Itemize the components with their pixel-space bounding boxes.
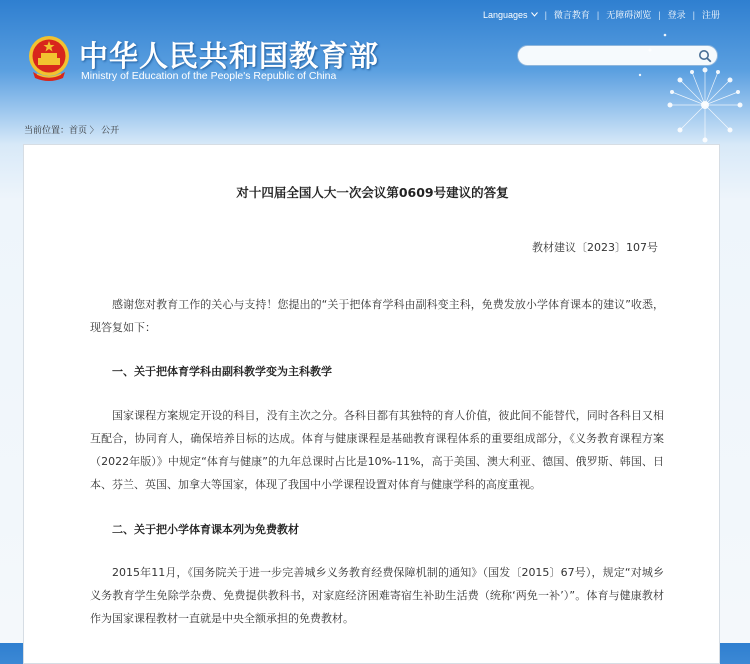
languages-label: Languages (483, 9, 528, 20)
intro-paragraph: 感谢您对教育工作的关心与支持！您提出的“关于把体育学科由副科变主科，免费发放小学体育课本的建议”收悉，现答复如下： (90, 298, 664, 334)
accessibility-link[interactable]: 无障碍浏览 (606, 10, 652, 20)
nav-separator: | (658, 9, 661, 20)
nav-separator: | (692, 9, 695, 20)
weibo-link[interactable]: 微言教育 (553, 10, 590, 20)
chevron-down-icon (531, 12, 538, 17)
national-emblem-icon[interactable] (27, 34, 71, 82)
nav-separator: | (544, 9, 547, 20)
site-header (0, 0, 750, 120)
breadcrumb-current-link[interactable]: 公开 (101, 125, 120, 135)
nav-separator: | (596, 9, 600, 20)
document-title: 对十四届全国人大一次会议第0609号建议的答复 (236, 185, 509, 200)
languages-dropdown[interactable] (483, 10, 538, 20)
register-link[interactable]: 注册 (701, 10, 720, 20)
article-container (23, 144, 720, 664)
login-link[interactable]: 登录 (667, 10, 686, 20)
dandelion-decoration (610, 20, 750, 160)
breadcrumb (24, 123, 119, 136)
breadcrumb-home-link[interactable]: 首页 (69, 125, 88, 135)
section-heading: 一、关于把体育学科由副科教学变为主科教学 (112, 365, 332, 378)
section1-paragraph: 国家课程方案规定开设的科目，没有主次之分。各科目都有其独特的育人价值，彼此间不能替代，同时各科目又相互配合，协同育人，确保培养目标的达成。体育与健康课程是基础教育课程体系的重要组成部分，《义务教育课程方案（2022年版）》中规定“体育与健康”的九年总课时占比是10%-11%，高于美国、澳大利亚、德国、俄罗斯、韩国、日本、芬兰、英国、加拿大等国家，体现了我国中小学课程设置对体育与健康学科的高度重视。 (90, 409, 664, 491)
site-title-english: Ministry of Education of the People's Republic of China (81, 70, 337, 82)
section2-paragraph: 2015年11月，《国务院关于进一步完善城乡义务教育经费保障机制的通知》（国发〔2015〕67号），规定“对城乡义务教育学生免除学杂费、免费提供教科书，对家庭经济困难寄宿生补助生活费（统称‘两免一补’）”。体育与健康教材作为国家课程教材一直就是中央全额承担的免费教材。 (90, 566, 664, 625)
site-title[interactable]: 中华人民共和国教育部 (79, 39, 380, 73)
breadcrumb-separator: 〉 (89, 125, 99, 135)
breadcrumb-prefix: 当前位置： (24, 125, 70, 135)
document-number: 教材建议〔2023〕107号 (532, 241, 658, 254)
section-heading: 二、关于把小学体育课本列为免费教材 (112, 523, 299, 536)
